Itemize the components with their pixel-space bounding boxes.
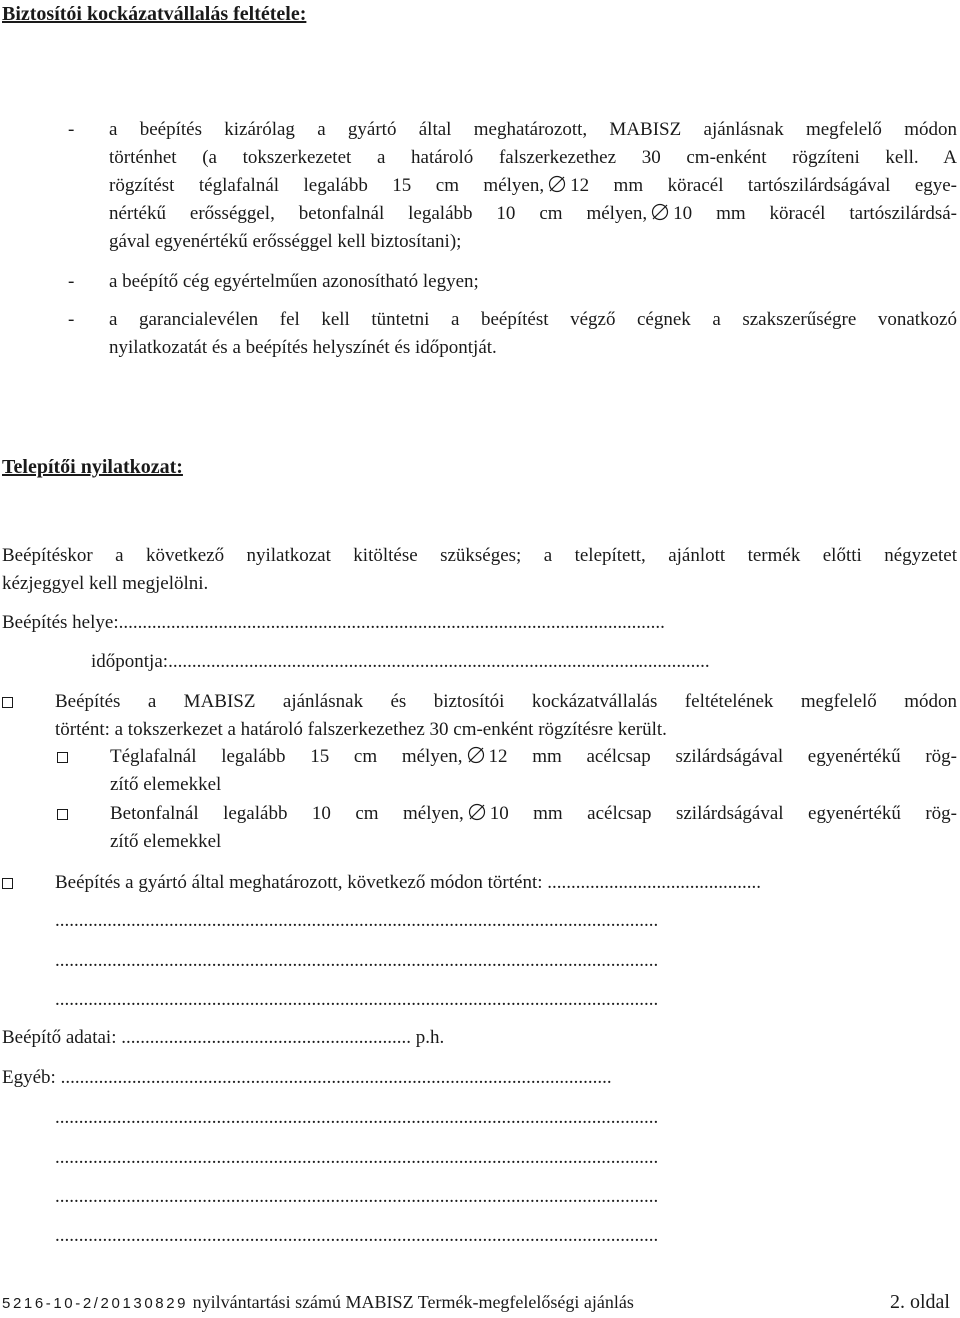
- sub-option-concrete-wall: [110, 800, 957, 856]
- fill-in-dots[interactable]: ...............................................................................................................................: [55, 910, 659, 931]
- field-label: időpontja:: [91, 651, 169, 672]
- diameter-icon: [651, 203, 669, 221]
- empty-checkbox-icon[interactable]: [57, 809, 68, 820]
- option-line: Beépítés a MABISZ ajánlásnak és biztosítói kockázatvállalás feltételének megfelelő módon: [55, 691, 957, 712]
- section-title-installer-declaration: Telepítői nyilatkozat:: [2, 456, 183, 478]
- declaration-intro: [2, 542, 957, 598]
- fill-in-dots[interactable]: ...............................................................................................................................: [55, 1107, 659, 1128]
- fill-in-dots[interactable]: ...............................................................................................................................: [55, 1225, 659, 1246]
- fill-in-dots[interactable]: ....................................................................................................................: [60, 1067, 612, 1088]
- fill-in-dots[interactable]: .............................................: [547, 872, 762, 893]
- condition-line: történhet (a tokszerkezetet a határoló falszerkezethez 30 cm-enként rögzíteni kell. A: [109, 147, 957, 168]
- empty-checkbox-icon[interactable]: [57, 752, 68, 763]
- fill-in-dots[interactable]: ...............................................................................................................................: [55, 950, 659, 971]
- registration-number: 5216-10-2/20130829: [2, 1295, 189, 1312]
- fill-in-dots[interactable]: .............................................................: [121, 1027, 411, 1048]
- condition-text-1: [109, 116, 957, 256]
- fill-in-dots[interactable]: ...............................................................................................................................: [55, 1147, 659, 1168]
- condition-line: rögzítést téglafalnál legalább 15 cm mélyen, 12 mm köracél tartószilárdságával egye-: [109, 175, 958, 196]
- fill-in-dots[interactable]: ..................................................................................................................: [168, 651, 710, 672]
- sub-option-brick-wall: [110, 743, 957, 799]
- diameter-icon: [468, 803, 486, 821]
- condition-line: nértékű erősséggel, betonfalnál legalább 10 cm mélyen, 10 mm köracél tartószilárdsá-: [109, 203, 957, 224]
- condition-text-3: [109, 306, 957, 362]
- option-line: Téglafalnál legalább 15 cm mélyen, 12 mm acélcsap szilárdságával egyenértékű rög-: [110, 746, 957, 767]
- option-line: Betonfalnál legalább 10 cm mélyen, 10 mm acélcsap szilárdságával egyenértékű rög-: [110, 803, 957, 824]
- field-label: Beépítő adatai:: [2, 1027, 117, 1048]
- option-line: zítő elemekkel: [110, 774, 222, 795]
- diameter-icon: [467, 746, 485, 764]
- empty-checkbox-icon[interactable]: [2, 697, 13, 708]
- fill-in-dots[interactable]: ...................................................................................................................: [118, 612, 665, 633]
- empty-checkbox-icon[interactable]: [2, 878, 13, 889]
- diameter-icon: [548, 175, 566, 193]
- option-mabisz-compliant: [55, 688, 957, 744]
- other-field[interactable]: [2, 1064, 612, 1092]
- list-dash: -: [68, 271, 75, 292]
- footer-text: nyilvántartási számú MABISZ Termék-megfelelőségi ajánlás: [192, 1292, 634, 1312]
- condition-line: gával egyenértékű erősséggel kell biztosítani);: [109, 231, 462, 252]
- section-title-risk-conditions: Biztosítói kockázatvállalás feltétele:: [2, 3, 307, 25]
- fill-in-dots[interactable]: ...............................................................................................................................: [55, 1186, 659, 1207]
- page-number: 2. oldal: [890, 1291, 950, 1313]
- condition-line: a garancialevélen fel kell tüntetni a beépítést végző cégnek a szakszerűségre vonatkozó: [109, 309, 957, 330]
- condition-line: a beépítés kizárólag a gyártó által meghatározott, MABISZ ajánlásnak megfelelő módon: [109, 119, 957, 140]
- option-line: zítő elemekkel: [110, 831, 222, 852]
- intro-line: kézjeggyel kell megjelölni.: [2, 573, 209, 594]
- list-dash: -: [68, 119, 75, 140]
- field-label: Beépítés helye:: [2, 612, 119, 633]
- option-line: történt: a tokszerkezet a határoló falszerkezethez 30 cm-enként rögzítésre került.: [55, 719, 667, 740]
- option-manufacturer-method: [55, 869, 761, 897]
- installation-date-field[interactable]: [91, 648, 710, 676]
- stamp-place-label: p.h.: [415, 1027, 445, 1048]
- option-line: Beépítés a gyártó által meghatározott, következő módon történt:: [55, 872, 543, 893]
- fill-in-dots[interactable]: ...............................................................................................................................: [55, 989, 659, 1010]
- list-dash: -: [68, 309, 75, 330]
- installation-place-field[interactable]: [2, 609, 665, 637]
- condition-line: nyilatkozatát és a beépítés helyszínét és időpontját.: [109, 337, 497, 358]
- field-label: Egyéb:: [2, 1067, 56, 1088]
- intro-line: Beépítéskor a következő nyilatkozat kitöltése szükséges; a telepített, ajánlott termék előtti négyzetet: [2, 545, 957, 566]
- installer-data-field[interactable]: [2, 1024, 444, 1052]
- condition-text-2: a beépítő cég egyértelműen azonosítható legyen;: [109, 271, 479, 292]
